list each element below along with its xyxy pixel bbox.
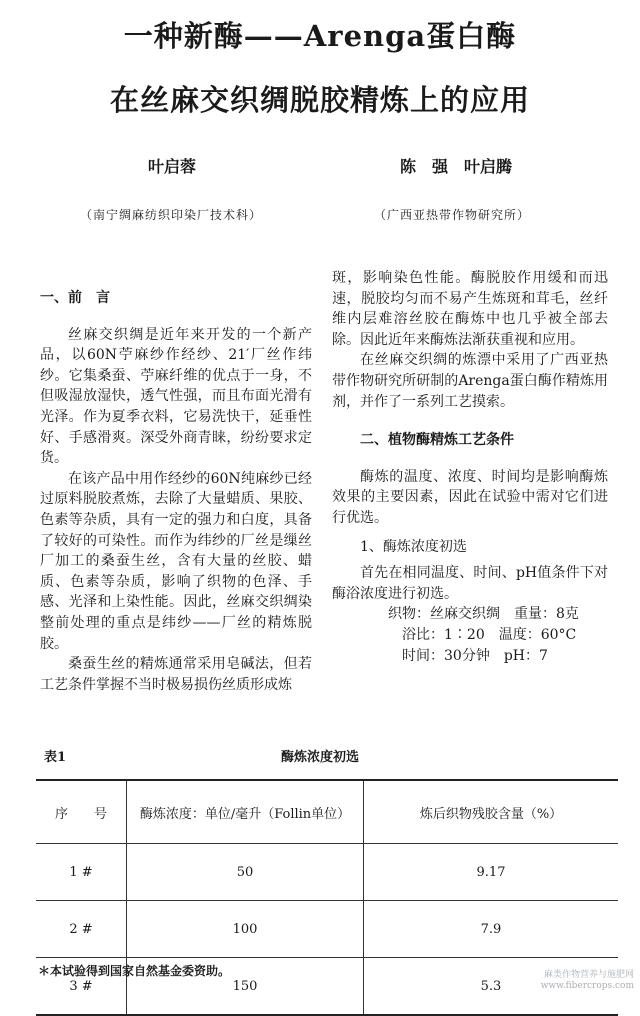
table-cell: 1 # bbox=[36, 844, 127, 901]
table-cell: 150 bbox=[127, 958, 364, 1016]
paragraph: 首先在相同温度、时间、pH值条件下对酶浴浓度进行初选。 bbox=[332, 565, 608, 602]
table-label: 表1 bbox=[44, 750, 67, 765]
subsection-heading: 1、酶炼浓度初选 bbox=[360, 538, 467, 555]
paragraph: 桑蚕生丝的精炼通常采用皂碱法，但若工艺条件掌握不当时极易损伤丝质形成炼 bbox=[40, 656, 312, 693]
table-cell: 2 # bbox=[36, 901, 127, 958]
title-line-1: 一种新酶——Arenga蛋白酶 bbox=[123, 19, 517, 53]
paragraph: 酶炼的温度、浓度、时间均是影响酶炼效果的主要因素，因此在试验中需对它们进行优选。 bbox=[332, 468, 608, 526]
table-header: 序 号 bbox=[36, 780, 127, 844]
watermark-line: www.fibercrops.com bbox=[540, 981, 634, 991]
affiliation-right: （广西亚热带作物研究所） bbox=[374, 208, 531, 222]
paragraph: 丝麻交织绸是近年来开发的一个新产品，以60N苧麻纱作经纱、21′厂丝作纬纱。它集桑蚕、苧麻纤维的优点于一身，不但吸湿放湿快，透气性强，而且布面光滑有光泽。作为夏季衣料，它易洗快干，延垂性好、手感滑爽。深受外商青睐，纷纷要求定货。 bbox=[40, 326, 312, 467]
data-table bbox=[36, 779, 618, 1016]
condition-line: 织物：丝麻交织绸 重量：8克 bbox=[388, 606, 579, 623]
table-cell: 50 bbox=[127, 844, 364, 901]
paragraph: 斑，影响染色性能。酶脱胶作用缓和而迅速，脱胶均匀而不易产生炼斑和茸毛，丝纤维内层难溶丝胶在酶炼中也几乎被全部去除。因此近年来酶炼法渐获重视和应用。 bbox=[332, 270, 608, 348]
title-line-2: 在丝麻交织绸脱胶精炼上的应用 bbox=[109, 83, 530, 117]
table-header: 炼后织物残胶含量（%） bbox=[364, 780, 619, 844]
table-title: 酶炼浓度初选 bbox=[280, 750, 359, 765]
table-row bbox=[36, 844, 618, 901]
left-column bbox=[40, 288, 312, 695]
affiliation-left: （南宁绸麻纺织印染厂技术科） bbox=[80, 208, 263, 222]
table-cell: 5.3 bbox=[364, 958, 619, 1016]
paragraph: 在丝麻交织绸的炼漂中采用了广西亚热带作物研究所研制的Arenga蛋白酶作精炼用剂，并作了一系列工艺摸索。 bbox=[332, 352, 608, 410]
table-cell: 100 bbox=[127, 901, 364, 958]
condition-line: 时间：30分钟 pH：7 bbox=[402, 647, 548, 664]
table-cell: 9.17 bbox=[364, 844, 619, 901]
watermark-line: 麻类作物营养与施肥网 bbox=[543, 970, 634, 980]
table-cell: 3 # bbox=[36, 958, 127, 1016]
condition-line: 浴比：1∶20 温度：60°C bbox=[402, 626, 577, 643]
right-column bbox=[332, 268, 608, 666]
paragraph: 在该产品中用作经纱的60N纯麻纱已经过原料脱胶煮炼，去除了大量蜡质、果胶、色素等杂质，具有一定的强力和白度，具备了较好的可染性。而作为纬纱的厂丝是缫丝厂加工的桑蚕生丝，含有大量的丝胶、蜡质、色素等杂质，影响了织物的色泽、手感、光泽和上染性能。因此，丝麻交织绸染整前处理的重点是纬纱——厂丝的精炼脱胶。 bbox=[40, 470, 312, 652]
footnote: ＊本试验得到国家自然基金委资助。 bbox=[38, 964, 231, 978]
table-row bbox=[36, 901, 618, 958]
author-right: 陈 强 叶启腾 bbox=[400, 157, 513, 176]
watermark bbox=[541, 970, 634, 992]
table-cell: 7.9 bbox=[364, 901, 619, 958]
author-left: 叶启蓉 bbox=[148, 157, 197, 176]
table-header: 酶炼浓度：单位/毫升（Follin单位） bbox=[127, 780, 364, 844]
section-heading-conditions: 二、植物酶精炼工艺条件 bbox=[360, 432, 514, 449]
section-heading-intro: 一、前 言 bbox=[40, 290, 110, 306]
